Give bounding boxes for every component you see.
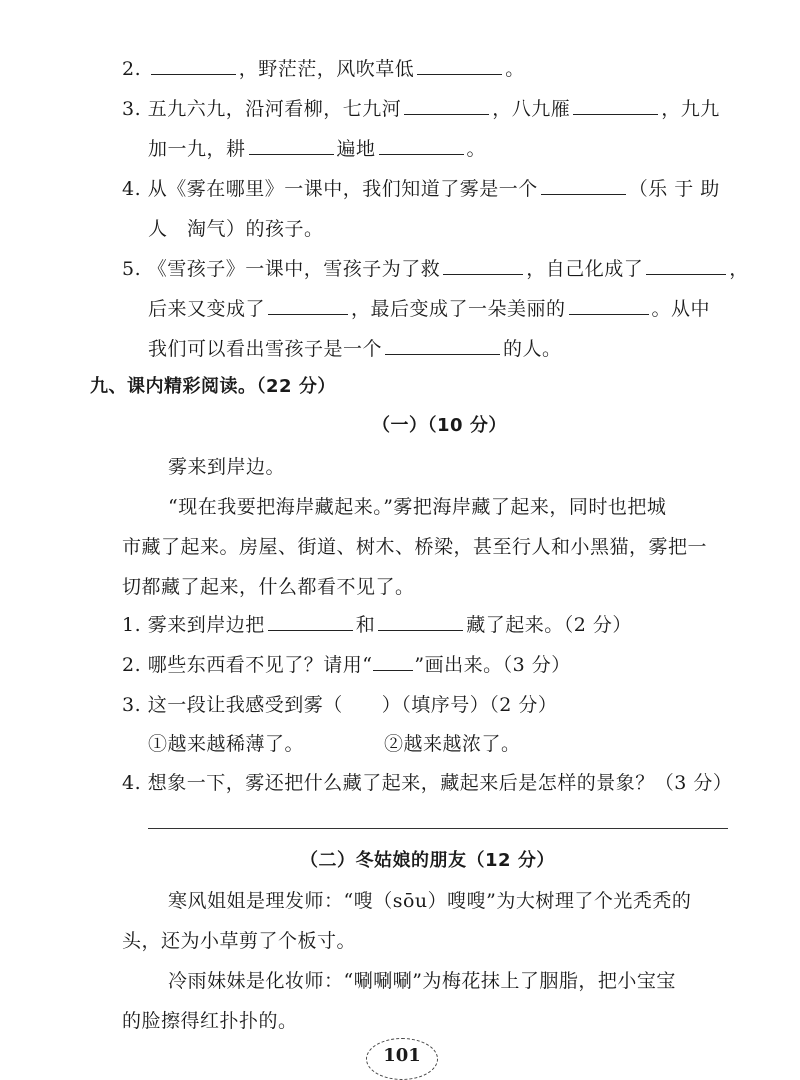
question-number: 1.	[122, 614, 142, 636]
page-number: 101	[366, 1038, 438, 1080]
question-number: 2.	[122, 58, 142, 80]
passage-1-line: 雾来到岸边。	[168, 456, 286, 478]
question-4-cont: 人 淘气）的孩子。	[148, 218, 324, 240]
passage-2-line: 头，还为小草剪了个板寸。	[122, 930, 357, 952]
question-number: 2.	[122, 654, 142, 676]
passage-1-line: 市藏了起来。房屋、街道、树木、桥梁，甚至行人和小黑猫，雾把一	[122, 536, 708, 558]
part-2-heading: （二）冬姑娘的朋友（12 分）	[300, 850, 555, 871]
question-2: 2. ，野茫茫，风吹草低 。	[122, 58, 525, 80]
question-5: 5. 《雪孩子》一课中，雪孩子为了救 ，自己化成了 ，	[122, 258, 749, 280]
reading-question-4: 4. 想象一下，雾还把什么藏了起来，藏起来后是怎样的景象？（3 分）	[122, 772, 733, 794]
answer-blank[interactable]	[268, 296, 348, 315]
answer-blank[interactable]	[443, 256, 523, 275]
answer-blank[interactable]	[569, 296, 649, 315]
answer-line[interactable]	[148, 828, 728, 829]
answer-blank[interactable]	[541, 176, 626, 195]
answer-blank[interactable]	[268, 612, 353, 631]
question-4: 4. 从《雾在哪里》一课中，我们知道了雾是一个 （乐 于 助	[122, 178, 720, 200]
passage-1-line: 切都藏了起来，什么都看不见了。	[122, 576, 415, 598]
section-9-heading: 九、课内精彩阅读。（22 分）	[90, 376, 336, 397]
answer-blank[interactable]	[385, 336, 500, 355]
question-number: 3.	[122, 694, 142, 716]
passage-2-line: 的脸擦得红扑扑的。	[122, 1010, 298, 1032]
reading-question-3: 3. 这一段让我感受到雾（ ）（填序号）（2 分）	[122, 694, 558, 716]
answer-blank[interactable]	[646, 256, 726, 275]
answer-blank[interactable]	[151, 56, 236, 75]
question-5-cont: 我们可以看出雪孩子是一个 的人。	[148, 338, 562, 360]
answer-blank[interactable]	[379, 136, 464, 155]
passage-2-line: 冷雨妹妹是化妆师：“唰唰唰”为梅花抹上了胭脂，把小宝宝	[168, 970, 676, 992]
question-number: 3.	[122, 98, 142, 120]
answer-blank[interactable]	[417, 56, 502, 75]
option-1: ①越来越稀薄了。	[148, 733, 305, 755]
question-number: 5.	[122, 258, 142, 280]
question-3-cont: 加一九，耕 遍地 。	[148, 138, 487, 160]
question-number: 4.	[122, 178, 142, 200]
passage-2-line: 寒风姐姐是理发师：“嗖（sōu）嗖嗖”为大树理了个光秃秃的	[168, 890, 692, 912]
option-2: ②越来越浓了。	[384, 733, 521, 755]
reading-question-2: 2. 哪些东西看不见了？请用“ ”画出来。（3 分）	[122, 654, 571, 676]
part-1-heading: （一）（10 分）	[372, 415, 507, 436]
question-5-cont: 后来又变成了 ，最后变成了一朵美丽的 。从中	[148, 298, 711, 320]
answer-blank[interactable]	[573, 96, 658, 115]
answer-blank[interactable]	[404, 96, 489, 115]
passage-1-line: “现在我要把海岸藏起来。”雾把海岸藏了起来，同时也把城	[168, 496, 667, 518]
reading-question-1: 1. 雾来到岸边把 和 藏了起来。（2 分）	[122, 614, 632, 636]
answer-blank[interactable]	[378, 612, 463, 631]
question-3: 3. 五九六九，沿河看柳，七九河 ，八九雁 ，九九	[122, 98, 720, 120]
answer-blank[interactable]	[249, 136, 334, 155]
question-number: 4.	[122, 772, 142, 794]
underline-sample	[373, 652, 413, 671]
